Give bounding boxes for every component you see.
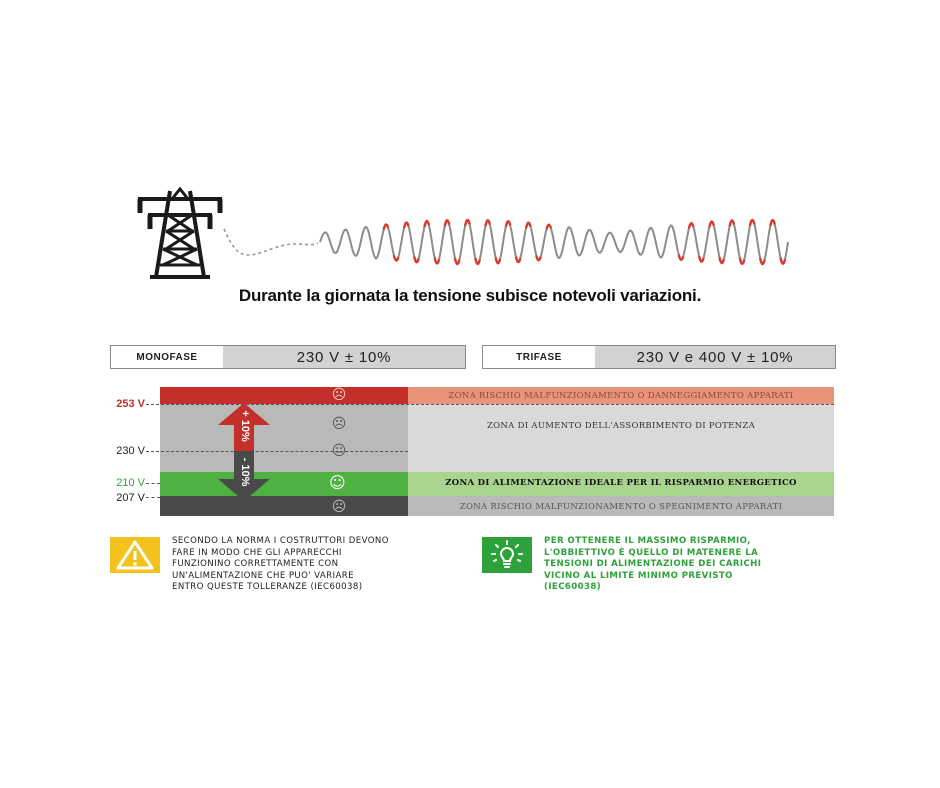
zone-increase-text: ZONA DI AUMENTO DELL'ASSORBIMENTO DI POTENZA bbox=[486, 421, 756, 431]
sad-face-icon: ☹ bbox=[331, 416, 347, 432]
zone-shutdown-text: ZONA RISCHIO MALFUNZIONAMENTO O SPEGNIMENTO APPARATI bbox=[459, 502, 783, 512]
happy-face-icon: ☺ bbox=[329, 473, 346, 492]
voltage-210-label: 210 V bbox=[116, 477, 145, 489]
warning-note-line: UN'ALIMENTAZIONE CHE PUO' VARIARE bbox=[172, 570, 354, 581]
saving-note-line: VICINO AL LIMITE MINIMO PREVISTO bbox=[544, 570, 733, 581]
voltage-253-label: 253 V bbox=[116, 398, 145, 410]
headline: Durante la giornata la tensione subisce notevoli variazioni. bbox=[238, 286, 702, 305]
warning-note-line: FARE IN MODO CHE GLI APPARECCHI bbox=[172, 547, 342, 558]
dash-230 bbox=[146, 451, 408, 452]
trifase-label: TRIFASE bbox=[483, 346, 595, 368]
band-left-dark bbox=[160, 496, 408, 516]
saving-note-line: (IEC60038) bbox=[544, 582, 602, 592]
dash-207 bbox=[146, 497, 160, 498]
saving-note bbox=[544, 536, 761, 594]
warning-note bbox=[172, 536, 389, 594]
band-right-lightgray bbox=[408, 404, 834, 472]
monofase-label: MONOFASE bbox=[111, 346, 223, 368]
warning-note-line: SECONDO LA NORMA I COSTRUTTORI DEVONO bbox=[172, 536, 389, 546]
minus-10-label: - 10% bbox=[239, 457, 251, 487]
trifase-value: 230 V e 400 V ± 10% bbox=[595, 346, 835, 368]
wave-line bbox=[320, 220, 788, 264]
monofase-value: 230 V ± 10% bbox=[223, 346, 465, 368]
lightbulb-icon bbox=[482, 537, 532, 573]
plus-10-label: + 10% bbox=[239, 410, 251, 442]
saving-note-line: L'OBBIETTIVO È QUELLO DI MATENERE LA bbox=[544, 547, 759, 558]
header-illustration bbox=[120, 185, 800, 285]
sine-wave-icon bbox=[320, 220, 788, 264]
saving-note-line: TENSIONI DI ALIMENTAZIONE DEI CARICHI bbox=[544, 559, 762, 569]
voltage-207-label: 207 V bbox=[116, 492, 145, 504]
warning-triangle-icon bbox=[110, 537, 160, 573]
warning-note-line: ENTRO QUESTE TOLLERANZE (IEC60038) bbox=[172, 582, 363, 592]
saving-note-line: PER OTTENERE IL MASSIMO RISPARMIO, bbox=[544, 536, 751, 546]
power-tower-icon bbox=[138, 189, 222, 277]
band-left-green bbox=[160, 472, 408, 496]
band-left-red bbox=[160, 387, 408, 404]
sad-face-icon: ☹ bbox=[331, 499, 347, 515]
dash-210 bbox=[146, 483, 160, 484]
neutral-face-icon: 😐 bbox=[331, 443, 347, 459]
cable-line bbox=[224, 229, 318, 255]
voltage-230-label: 230 V bbox=[116, 445, 145, 457]
band-left-gray bbox=[160, 404, 408, 472]
sad-face-icon: ☹ bbox=[331, 387, 347, 403]
warning-note-line: FUNZIONINO CORRETTAMENTE CON bbox=[172, 559, 339, 569]
zone-ideal-text: ZONA DI ALIMENTAZIONE IDEALE PER IL RISPARMIO ENERGETICO bbox=[445, 478, 797, 488]
trifase-box bbox=[482, 345, 836, 369]
monofase-box bbox=[110, 345, 466, 369]
zone-malfunction-text: ZONA RISCHIO MALFUNZIONAMENTO O DANNEGGIAMENTO APPARATI bbox=[448, 391, 794, 401]
